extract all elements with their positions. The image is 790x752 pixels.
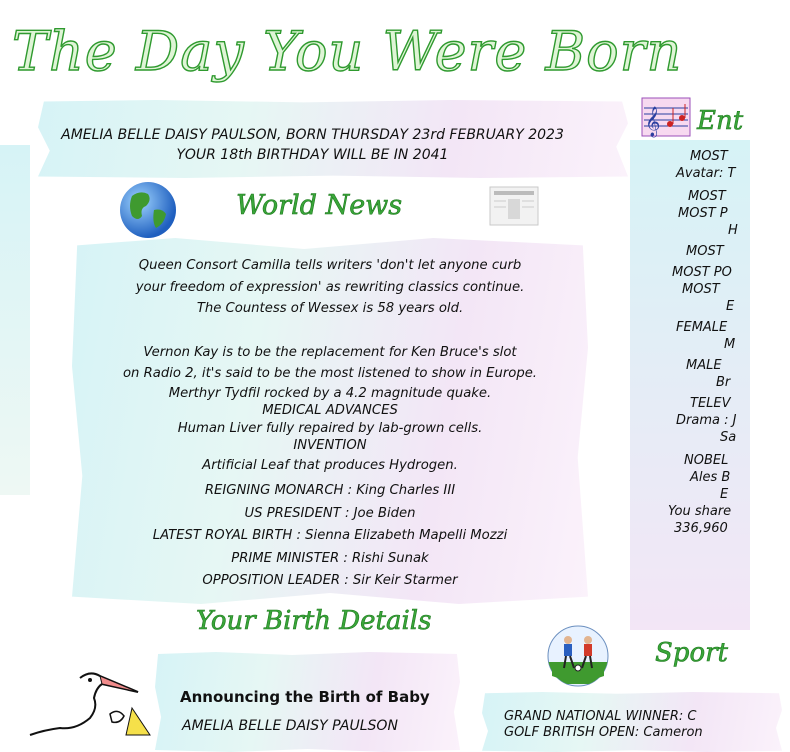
sport-text [504, 709, 703, 741]
sport-grand-national: GRAND NATIONAL WINNER: C [504, 709, 697, 724]
ent-line: H [728, 223, 738, 238]
newspaper-icon [488, 185, 540, 227]
svg-text:𝄞: 𝄞 [645, 107, 661, 137]
sport-title: Sport [655, 638, 728, 668]
ent-line: 336,960 [674, 521, 728, 536]
world-facts [80, 480, 580, 593]
ent-line: MALE [686, 358, 722, 373]
ent-line: TELEV [690, 396, 731, 411]
ent-line: MOST PO [672, 265, 732, 280]
header-text [20, 125, 605, 165]
music-notes-icon [640, 94, 692, 140]
ent-line: MOST [690, 149, 728, 164]
birth-details-title: Your Birth Details [196, 606, 432, 636]
ent-line: Br [716, 375, 731, 390]
ent-line: FEMALE [676, 320, 728, 335]
news-line: Artificial Leaf that produces Hydrogen. [202, 457, 458, 473]
ent-line: MOST [688, 189, 726, 204]
ent-line: NOBEL [684, 453, 729, 468]
baby-name: AMELIA BELLE DAISY PAULSON [182, 718, 398, 734]
news-line: Queen Consort Camilla tells writers 'don't let anyone curb [138, 258, 522, 273]
ent-line: Sa [720, 430, 737, 445]
fact-opposition-leader: OPPOSITION LEADER : Sir Keir Starmer [202, 573, 458, 588]
ent-line: You share [668, 504, 732, 519]
news-heading: INVENTION [293, 438, 367, 453]
news-line: The Countess of Wessex is 58 years old. [196, 301, 464, 316]
world-news-body [80, 255, 580, 593]
ent-line: Avatar: T [676, 166, 736, 181]
world-news-title: World News [236, 190, 403, 221]
stork-icon [20, 668, 150, 735]
birth-announce: Announcing the Birth of Baby [180, 688, 430, 706]
sport-golf: GOLF BRITISH OPEN: Cameron [504, 725, 703, 740]
news-line: on Radio 2, it's said to be the most listened to show in Europe. [122, 366, 537, 381]
page-title: The Day You Were Born [12, 20, 683, 83]
header-birthday-line: YOUR 18th BIRTHDAY WILL BE IN 2041 [176, 147, 449, 163]
fact-monarch: REIGNING MONARCH : King Charles III [204, 483, 456, 498]
ent-line: E [726, 299, 735, 314]
news-line: Merthyr Tydfil rocked by a 4.2 magnitude quake. [168, 385, 492, 401]
fact-royal-birth: LATEST ROYAL BIRTH : Sienna Elizabeth Mapelli Mozzi [152, 528, 508, 543]
left-strip [0, 145, 30, 495]
globe-icon [118, 180, 178, 240]
ent-line: E [720, 487, 729, 502]
entertainment-title: Ent [697, 106, 744, 136]
football-players-icon [546, 624, 610, 688]
fact-prime-minister: PRIME MINISTER : Rishi Sunak [231, 550, 429, 566]
ent-line: M [724, 337, 736, 352]
header-name-line: AMELIA BELLE DAISY PAULSON, BORN THURSDAY 23rd FEBRUARY 2023 [61, 127, 564, 143]
ent-line: Drama : J [676, 413, 737, 428]
ent-line: Ales B [690, 470, 731, 485]
entertainment-column [660, 148, 790, 537]
news-line: your freedom of expression' as rewriting classics continue. [135, 279, 525, 295]
ent-line: MOST [686, 244, 724, 259]
ent-line: MOST P [678, 206, 728, 221]
news-heading: MEDICAL ADVANCES [262, 403, 398, 418]
news-line: Human Liver fully repaired by lab-grown cells. [177, 420, 483, 436]
news-line: Vernon Kay is to be the replacement for Ken Bruce's slot [143, 344, 517, 360]
ent-line: MOST [682, 282, 720, 297]
fact-us-president: US PRESIDENT : Joe Biden [244, 505, 416, 521]
